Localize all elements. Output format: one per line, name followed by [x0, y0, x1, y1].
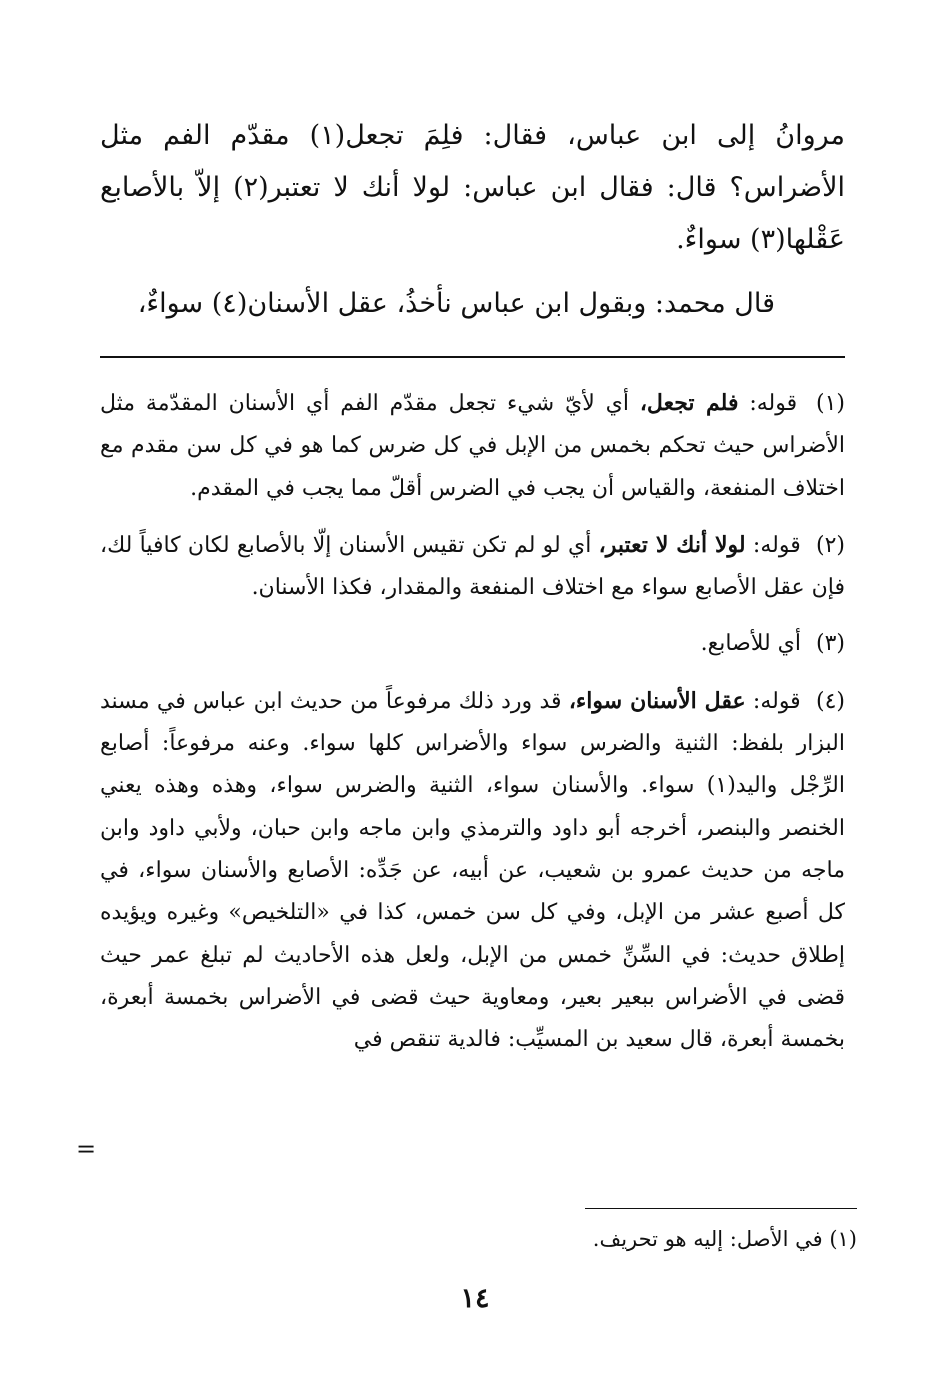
note-2 — [100, 524, 845, 610]
note-text: أي لأيّ شيء تجعل مقدّم الفم أي الأسنان المقدّمة مثل الأضراس حيث تحكم بخمس من الإبل في كل ضرس كما هو في كل سن مقدم مع اختلاف المنفعة، والقياس أن يجب في الضرس أقلّ مما يجب في المقدم. — [100, 391, 845, 501]
note-number: (٢) — [816, 532, 846, 558]
note-lead: قوله: — [752, 532, 801, 558]
continuation-mark: = — [76, 1135, 97, 1163]
note-heading: فلم تجعل، — [639, 390, 739, 416]
note-number: (١) — [816, 391, 846, 416]
main-paragraph-1: مروانُ إلى ابن عباس، فقال: فلِمَ تجعل(١) مقدّم الفم مثل الأضراس؟ قال: فقال ابن عباس: لولا أنك لا تعتبر(٢) إلاّ بالأصابع عَقْلها(٣) سواءٌ. — [100, 120, 845, 255]
commentary-notes — [100, 382, 845, 1075]
footnote-rule — [585, 1208, 857, 1209]
separator-rule — [100, 356, 845, 358]
note-3 — [100, 623, 845, 665]
note-1 — [100, 382, 845, 510]
note-number: (٣) — [815, 631, 845, 657]
note-lead: قوله: — [752, 688, 801, 714]
note-text: أي لو لم تكن تقيس الأسنان إلّا بالأصابع لكان كافياً لك، فإن عقل الأصابع سواء مع اختلاف المنفعة والمقدار، فكذا الأسنان. — [100, 532, 845, 601]
note-lead: قوله: — [749, 391, 798, 416]
note-text: أي للأصابع. — [700, 631, 801, 657]
page-number: ١٤ — [460, 1283, 490, 1314]
note-4 — [100, 680, 845, 1062]
note-text: قد ورد ذلك مرفوعاً من حديث ابن عباس في مسند البزار بلفظ: الثنية والضرس سواء والأضراس كلها سواء. وعنه مرفوعاً: أصابع الرِّجْل واليد(١) سواء. والأسنان سواء، الثنية والضرس سواء، وهذه وهذه يعني الخنصر والبنصر، أخرجه أبو داود والترمذي وابن ماجه وابن حبان، ولأبي داود وابن ماجه من حديث عمرو بن شعيب، عن أبيه، عن جَدِّه: الأصابع والأسنان سواء، في كل أصبع عشر من الإبل، وفي كل سن خمس، كذا في «التلخيص» وغيره ويؤيده إطلاق حديث: في السِّنِّ خمس من الإبل، ولعل هذه الأحاديث لم تبلغ عمر حيث قضى في الأضراس ببعير بعير، ومعاوية حيث قضى في الأضراس بخمسة أبعرة، بخمسة أبعرة، قال سعيد بن المسيِّب: فالدية تنقص في — [100, 688, 845, 1053]
note-heading: لولا أنك لا تعتبر، — [598, 531, 746, 558]
note-number: (٤) — [816, 688, 846, 714]
main-text — [100, 110, 845, 330]
main-paragraph-2: قال محمد: وبقول ابن عباس نأخذُ، عقل الأسنان(٤) سواءٌ، — [137, 288, 775, 319]
footnote: (١) في الأصل: إليه هو تحريف. — [592, 1227, 857, 1251]
note-heading: عقل الأسنان سواء، — [568, 687, 746, 714]
